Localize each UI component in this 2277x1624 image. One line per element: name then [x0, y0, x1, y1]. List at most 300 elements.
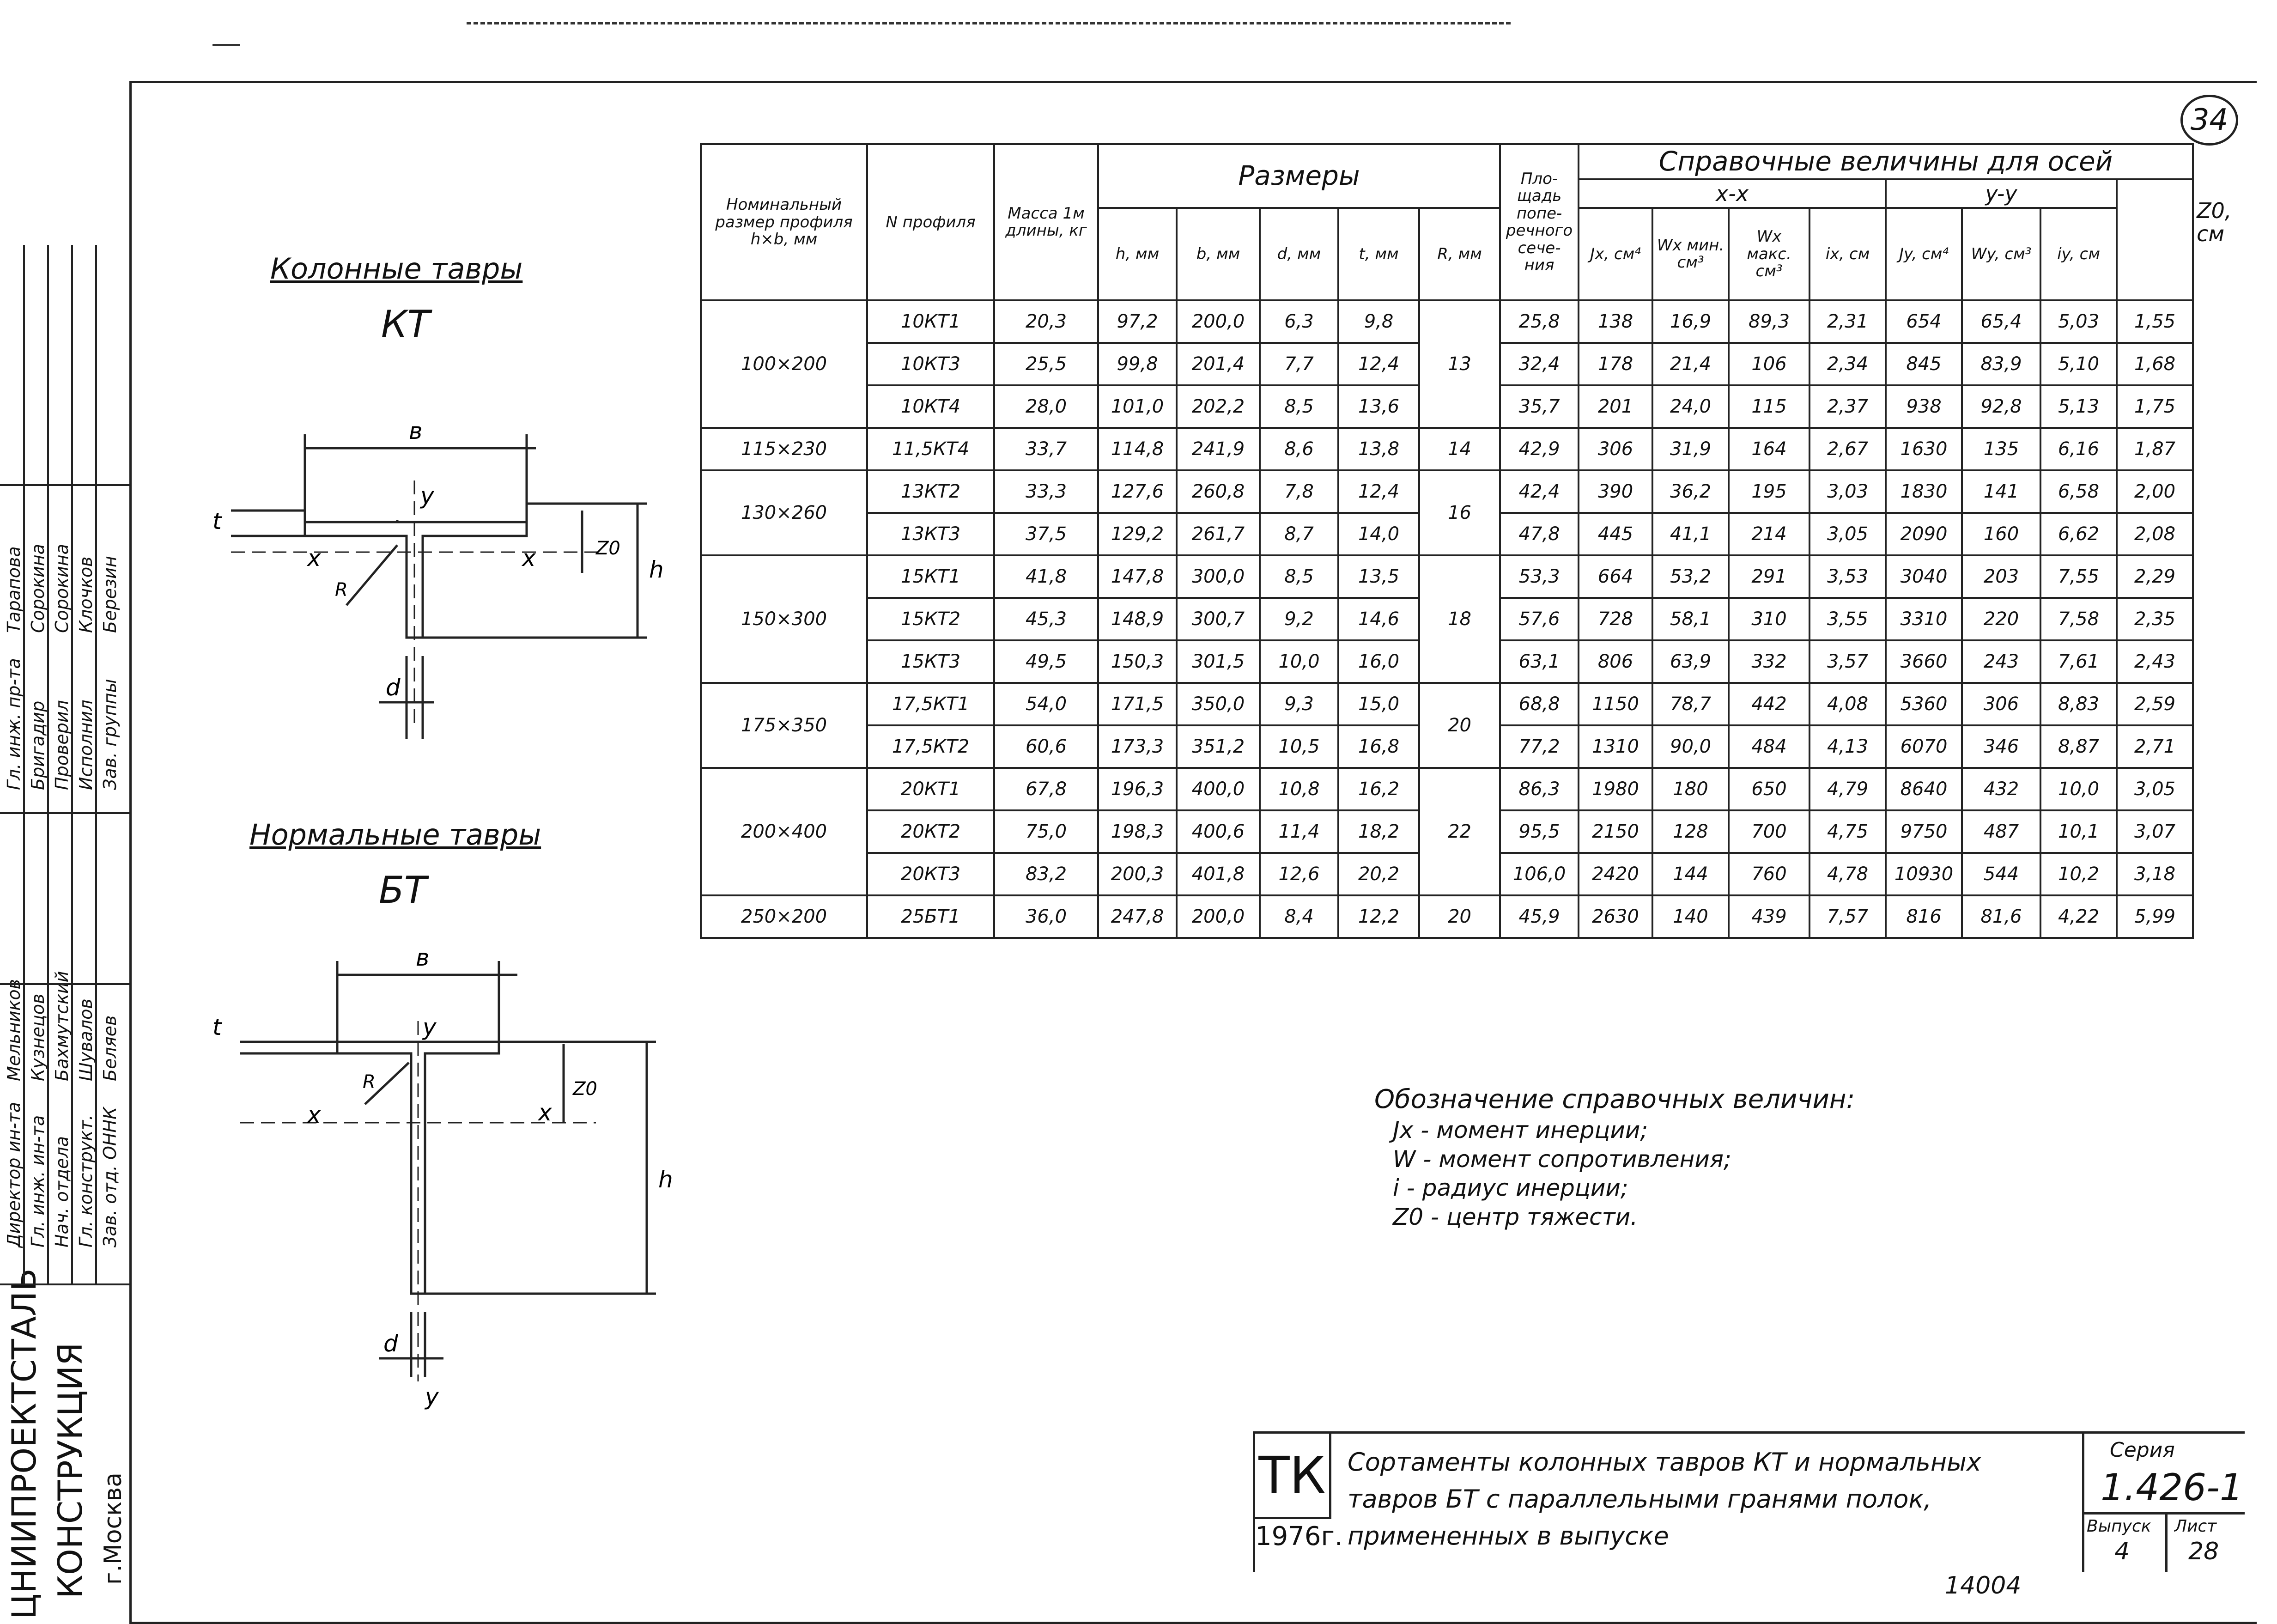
cell-nom: 115×230 [701, 428, 867, 470]
header-dimensions: Размеры [1098, 144, 1500, 208]
cell-d: 9,2 [1260, 598, 1338, 640]
header-jy: Jy, см⁴ [1886, 208, 1962, 300]
cell-jx: 2420 [1579, 853, 1652, 895]
cell-h: 196,3 [1098, 768, 1177, 810]
cell-jx: 201 [1579, 385, 1652, 428]
cell-z0: 2,00 [2117, 470, 2193, 513]
cell-wxmin: 78,7 [1652, 683, 1729, 725]
cell-d: 8,5 [1260, 385, 1338, 428]
header-axis-y: y-y [1886, 179, 2117, 208]
cell-z0: 1,68 [2117, 343, 2193, 385]
cell-iy: 8,83 [2040, 683, 2117, 725]
cell-no: 15КТ1 [867, 555, 994, 598]
cell-jx: 178 [1579, 343, 1652, 385]
staff-role-7: Проверил [52, 700, 72, 790]
cell-a: 95,5 [1500, 810, 1579, 853]
cell-b: 300,7 [1177, 598, 1260, 640]
stamp-issue-box [2084, 1512, 2245, 1515]
cell-a: 68,8 [1500, 683, 1579, 725]
cell-ix: 2,67 [1809, 428, 1886, 470]
org-name-1: ЦНИИПРОЕКТСТАЛЬ [5, 1268, 43, 1619]
cell-iy: 5,13 [2040, 385, 2117, 428]
cell-d: 8,5 [1260, 555, 1338, 598]
cell-wxmax: 291 [1729, 555, 1809, 598]
cell-iy: 7,58 [2040, 598, 2117, 640]
staff-name-0: Мельников [4, 979, 24, 1081]
cell-h: 173,3 [1098, 725, 1177, 768]
cell-wy: 92,8 [1962, 385, 2040, 428]
cell-b: 401,8 [1177, 853, 1260, 895]
cell-wxmax: 164 [1729, 428, 1809, 470]
cell-b: 300,0 [1177, 555, 1260, 598]
cell-d: 7,8 [1260, 470, 1338, 513]
kt-label-r: R [335, 579, 348, 601]
bt-label-b: в [416, 944, 430, 971]
cell-z0: 3,05 [2117, 768, 2193, 810]
cell-jx: 806 [1579, 640, 1652, 683]
cell-z0: 3,07 [2117, 810, 2193, 853]
cell-a: 42,9 [1500, 428, 1579, 470]
header-h: h, мм [1098, 208, 1177, 300]
stamp-divider [2165, 1512, 2168, 1572]
staff-role-8: Исполнил [76, 699, 96, 790]
cell-a: 57,6 [1500, 598, 1579, 640]
cell-h: 97,2 [1098, 300, 1177, 343]
stamp-issue-label: Выпуск [2087, 1517, 2151, 1536]
legend [1374, 1083, 1855, 1231]
cell-wxmin: 58,1 [1652, 598, 1729, 640]
cell-no: 15КТ3 [867, 640, 994, 683]
cell-mass: 67,8 [994, 768, 1098, 810]
cell-wxmax: 115 [1729, 385, 1809, 428]
cell-ix: 3,55 [1809, 598, 1886, 640]
cell-d: 10,5 [1260, 725, 1338, 768]
cell-b: 200,0 [1177, 300, 1260, 343]
sheet-number: 34 [2180, 95, 2238, 146]
cell-h: 129,2 [1098, 513, 1177, 555]
cell-b: 202,2 [1177, 385, 1260, 428]
cell-a: 77,2 [1500, 725, 1579, 768]
header-area: Пло- щадь попе- речного сече- ния [1500, 144, 1579, 300]
cell-a: 45,9 [1500, 895, 1579, 938]
stamp-series: 1.426-1 [2101, 1466, 2243, 1509]
cell-wy: 160 [1962, 513, 2040, 555]
bt-label-x2: x [538, 1099, 552, 1126]
org-name-2: КОНСТРУКЦИЯ [51, 1342, 90, 1599]
cell-mass: 25,5 [994, 343, 1098, 385]
cell-no: 13КТ3 [867, 513, 994, 555]
header-mass: Масса 1м длины, кг [994, 144, 1098, 300]
staff-name-6: Сорокина [28, 544, 48, 633]
cell-z0: 1,87 [2117, 428, 2193, 470]
cell-wy: 203 [1962, 555, 2040, 598]
top-mark [213, 44, 240, 46]
cell-mass: 49,5 [994, 640, 1098, 683]
stamp-series-label: Серия [2110, 1438, 2175, 1462]
bt-title: Нормальные тавры [249, 818, 541, 852]
cell-a: 86,3 [1500, 768, 1579, 810]
cell-d: 10,8 [1260, 768, 1338, 810]
cell-mass: 54,0 [994, 683, 1098, 725]
cell-t: 14,6 [1338, 598, 1419, 640]
cell-no: 20КТ2 [867, 810, 994, 853]
strip-grid [0, 245, 129, 1622]
cell-no: 25БТ1 [867, 895, 994, 938]
cell-r: 13 [1419, 300, 1500, 428]
cell-h: 114,8 [1098, 428, 1177, 470]
cell-mass: 41,8 [994, 555, 1098, 598]
header-profile-no: N профиля [867, 144, 994, 300]
cell-b: 261,7 [1177, 513, 1260, 555]
staff-name-5: Тарапова [4, 546, 24, 633]
kt-label-d: d [386, 674, 401, 701]
kt-label-z0: Z0 [596, 538, 620, 559]
cell-z0: 2,29 [2117, 555, 2193, 598]
cell-jx: 2150 [1579, 810, 1652, 853]
cell-wy: 346 [1962, 725, 2040, 768]
cell-nom: 200×400 [701, 768, 867, 895]
staff-name-9: Березин [100, 556, 120, 633]
cell-jy: 5360 [1886, 683, 1962, 725]
cell-jy: 816 [1886, 895, 1962, 938]
kt-label-t: t [213, 508, 222, 535]
bt-label-d: d [383, 1330, 398, 1357]
cell-no: 10КТ1 [867, 300, 994, 343]
cell-jy: 2090 [1886, 513, 1962, 555]
cell-iy: 6,16 [2040, 428, 2117, 470]
cell-iy: 10,2 [2040, 853, 2117, 895]
cell-wxmin: 63,9 [1652, 640, 1729, 683]
cell-wxmin: 128 [1652, 810, 1729, 853]
cell-mass: 33,3 [994, 470, 1098, 513]
cell-mass: 20,3 [994, 300, 1098, 343]
cell-jy: 3040 [1886, 555, 1962, 598]
cell-wy: 306 [1962, 683, 2040, 725]
cell-jx: 445 [1579, 513, 1652, 555]
cell-wy: 141 [1962, 470, 2040, 513]
cell-a: 47,8 [1500, 513, 1579, 555]
cell-d: 8,6 [1260, 428, 1338, 470]
kt-mark: КТ [381, 303, 430, 346]
cell-iy: 6,62 [2040, 513, 2117, 555]
cell-b: 351,2 [1177, 725, 1260, 768]
cell-jy: 3310 [1886, 598, 1962, 640]
cell-wxmin: 36,2 [1652, 470, 1729, 513]
cell-b: 200,0 [1177, 895, 1260, 938]
staff-name-3: Шувалов [76, 998, 96, 1081]
cell-wxmax: 106 [1729, 343, 1809, 385]
cell-b: 241,9 [1177, 428, 1260, 470]
bt-label-h: h [658, 1166, 673, 1193]
cell-ix: 4,75 [1809, 810, 1886, 853]
legend-line-1: Jx - момент инерции; [1393, 1117, 1648, 1143]
cell-ix: 2,34 [1809, 343, 1886, 385]
cell-wxmax: 484 [1729, 725, 1809, 768]
cell-jx: 2630 [1579, 895, 1652, 938]
cell-r: 20 [1419, 683, 1500, 768]
cell-iy: 5,03 [2040, 300, 2117, 343]
cell-wy: 65,4 [1962, 300, 2040, 343]
stamp-text-3: примененных в выпуске [1348, 1521, 1669, 1551]
bottom-code: 14004 [1945, 1572, 2022, 1600]
cell-t: 9,8 [1338, 300, 1419, 343]
cell-ix: 4,08 [1809, 683, 1886, 725]
bt-label-t: t [213, 1014, 222, 1040]
cell-mass: 45,3 [994, 598, 1098, 640]
cell-mass: 28,0 [994, 385, 1098, 428]
cell-nom: 250×200 [701, 895, 867, 938]
staff-role-1: Гл. инж. ин-та [28, 1115, 48, 1247]
kt-label-x: x [307, 545, 321, 572]
cell-wy: 487 [1962, 810, 2040, 853]
profile-table: Номинальный размер профиля h×b, мм N профиля Масса 1м длины, кг Размеры Пло- щадь попе- речного сече- ния Справочные величины для осей Z0, см x-x y-y h, мм b, мм d, мм t, мм R, мм Jx, см⁴ Wx мин. см³ Wx макс. см³ ix, см Jy, см⁴ Wy, см³ iy, см 100×200 10КТ1 20,3 97,2 200,0 6,3 9,8 13 25,8 138 16,9 89,3 2,31 654 65,4 5,03 1,55 10КТ3 25,5 99,8 201,4 7,7 12,4 32,4 178 21,4 106 2,34 845 83,9 5,10 1,68 10КТ4 28,0 101,0 202,2 8,5 13,6 35,7 201 24,0 115 2,37 938 92,8 5,13 1,75 115×230 11,5КТ4 33,7 114,8 241,9 8,6 13,8 14 42,9 306 31,9 164 2,67 1630 135 6,16 1,87 130×260 13КТ2 33,3 127,6 260,8 7,8 12,4 16 42,4 390 36,2 195 3,03 1830 141 6,58 2,00 13КТ3 37,5 129,2 261,7 8,7 14,0 47,8 445 41,1 214 3,05 2090 160 6,62 2,08 150×300 15КТ1 41,8 147,8 300,0 8,5 13,5 18 53,3 664 53,2 291 3,53 3040 203 7,55 2,29 15КТ2 45,3 148,9 300,7 9,2 14,6 57,6 728 58,1 310 3,55 3310 220 7,58 2,35 15КТ3 49,5 150,3 301,5 10,0 16,0 63,1 806 63,9 332 3,57 3660 243 7,61 2,43 175×350 17,5КТ1 54,0 171,5 350,0 9,3 15,0 20 68,8 1150 78,7 442 4,08 5360 306 8,83 2,59 17,5КТ2 60,6 173,3 351,2 10,5 16,8 77,2 1310 90,0 484 4,13 6070 346 8,87 2,71 200×400 20КТ1 67,8 196,3 400,0 10,8 16,2 22 86,3 1980 180 650 4,79 8640 432 10,0 3,05 20КТ2 75,0 198,3 400,6 11,4 18,2 95,5 2150 128 700 4,75 9750 487 10,1 3,07 20КТ3 83,2 200,3 401,8 12,6 20,2 106,0 2420 144 760 4,78 10930 544 10,2 3,18 250×200 25БТ1 36,0 247,8 200,0 8,4 12,2 20 45,9 2630 140 439 7,57 816 81,6 4,22 5,99 [700, 143, 2194, 939]
kt-section-drawing [203, 407, 711, 776]
bt-label-y: y [423, 1014, 437, 1040]
cell-z0: 1,75 [2117, 385, 2193, 428]
cell-iy: 10,1 [2040, 810, 2117, 853]
staff-name-4: Беляев [100, 1015, 120, 1081]
cell-wxmin: 21,4 [1652, 343, 1729, 385]
stamp-text-2: тавров БТ с параллельными гранями полок, [1348, 1484, 1932, 1514]
cell-nom: 100×200 [701, 300, 867, 428]
cell-mass: 33,7 [994, 428, 1098, 470]
cell-no: 20КТ3 [867, 853, 994, 895]
staff-role-2: Нач. отдела [52, 1136, 72, 1247]
header-ref-values: Справочные величины для осей [1579, 144, 2193, 179]
header-r: R, мм [1419, 208, 1500, 300]
table-row [701, 470, 2193, 513]
cell-h: 171,5 [1098, 683, 1177, 725]
cell-ix: 3,05 [1809, 513, 1886, 555]
table-row [701, 895, 2193, 938]
cell-d: 6,3 [1260, 300, 1338, 343]
kt-label-b: в [409, 418, 423, 444]
cell-t: 20,2 [1338, 853, 1419, 895]
cell-wxmin: 144 [1652, 853, 1729, 895]
cell-t: 12,4 [1338, 343, 1419, 385]
cell-wxmin: 41,1 [1652, 513, 1729, 555]
cell-no: 10КТ4 [867, 385, 994, 428]
bt-label-z0: Z0 [573, 1078, 597, 1100]
header-nominal: Номинальный размер профиля h×b, мм [701, 144, 867, 300]
cell-a: 42,4 [1500, 470, 1579, 513]
legend-title: Обозначение справочных величин: [1374, 1084, 1855, 1114]
cell-wxmax: 700 [1729, 810, 1809, 853]
staff-role-5: Гл. инж. пр-та [4, 658, 24, 790]
stamp-year: 1976г. [1255, 1521, 1343, 1551]
cell-a: 53,3 [1500, 555, 1579, 598]
cell-wxmax: 310 [1729, 598, 1809, 640]
cell-nom: 150×300 [701, 555, 867, 683]
cell-r: 20 [1419, 895, 1500, 938]
cell-d: 12,6 [1260, 853, 1338, 895]
cell-iy: 8,87 [2040, 725, 2117, 768]
bt-label-x: x [307, 1101, 321, 1128]
cell-wy: 83,9 [1962, 343, 2040, 385]
cell-h: 148,9 [1098, 598, 1177, 640]
cell-no: 13КТ2 [867, 470, 994, 513]
cell-h: 200,3 [1098, 853, 1177, 895]
cell-wy: 544 [1962, 853, 2040, 895]
cell-mass: 36,0 [994, 895, 1098, 938]
cell-no: 11,5КТ4 [867, 428, 994, 470]
cell-b: 350,0 [1177, 683, 1260, 725]
cell-t: 13,8 [1338, 428, 1419, 470]
table-row [701, 555, 2193, 598]
cell-wxmax: 439 [1729, 895, 1809, 938]
cell-t: 16,8 [1338, 725, 1419, 768]
cell-wxmin: 90,0 [1652, 725, 1729, 768]
legend-line-4: Z0 - центр тяжести. [1393, 1203, 1638, 1230]
cell-r: 16 [1419, 470, 1500, 555]
cell-no: 10КТ3 [867, 343, 994, 385]
cell-ix: 4,78 [1809, 853, 1886, 895]
cell-wy: 220 [1962, 598, 2040, 640]
cell-b: 400,6 [1177, 810, 1260, 853]
cell-z0: 5,99 [2117, 895, 2193, 938]
cell-r: 14 [1419, 428, 1500, 470]
cell-wxmin: 24,0 [1652, 385, 1729, 428]
cell-ix: 4,13 [1809, 725, 1886, 768]
table-row [701, 428, 2193, 470]
cell-b: 260,8 [1177, 470, 1260, 513]
cell-ix: 3,53 [1809, 555, 1886, 598]
table-row [701, 300, 2193, 343]
cell-jx: 390 [1579, 470, 1652, 513]
header-d: d, мм [1260, 208, 1338, 300]
cell-jy: 845 [1886, 343, 1962, 385]
cell-wxmin: 180 [1652, 768, 1729, 810]
cell-wxmin: 140 [1652, 895, 1729, 938]
cell-b: 201,4 [1177, 343, 1260, 385]
cell-no: 20КТ1 [867, 768, 994, 810]
cell-wxmax: 442 [1729, 683, 1809, 725]
staff-role-3: Гл. конструкт. [76, 1114, 96, 1247]
cell-no: 17,5КТ1 [867, 683, 994, 725]
cell-r: 18 [1419, 555, 1500, 683]
cell-wxmax: 760 [1729, 853, 1809, 895]
cell-jx: 1310 [1579, 725, 1652, 768]
header-axis-x: x-x [1579, 179, 1886, 208]
cell-t: 12,4 [1338, 470, 1419, 513]
cell-z0: 2,35 [2117, 598, 2193, 640]
cell-jy: 3660 [1886, 640, 1962, 683]
cell-mass: 75,0 [994, 810, 1098, 853]
cell-z0: 2,43 [2117, 640, 2193, 683]
cell-iy: 6,58 [2040, 470, 2117, 513]
cell-iy: 7,55 [2040, 555, 2117, 598]
stamp-sheet-label: Лист [2174, 1517, 2217, 1536]
cell-no: 17,5КТ2 [867, 725, 994, 768]
cell-d: 8,4 [1260, 895, 1338, 938]
cell-t: 16,2 [1338, 768, 1419, 810]
cell-jx: 1980 [1579, 768, 1652, 810]
header-b: b, мм [1177, 208, 1260, 300]
header-ix: ix, см [1809, 208, 1886, 300]
table-row [701, 683, 2193, 725]
header-t: t, мм [1338, 208, 1419, 300]
cell-iy: 4,22 [2040, 895, 2117, 938]
cell-ix: 3,57 [1809, 640, 1886, 683]
cell-jy: 6070 [1886, 725, 1962, 768]
cell-wxmax: 89,3 [1729, 300, 1809, 343]
cell-nom: 130×260 [701, 470, 867, 555]
cell-wxmax: 214 [1729, 513, 1809, 555]
cell-jx: 306 [1579, 428, 1652, 470]
cell-jx: 664 [1579, 555, 1652, 598]
cell-t: 18,2 [1338, 810, 1419, 853]
org-city: г.Москва [99, 1472, 127, 1585]
kt-label-y: y [420, 482, 434, 509]
cell-h: 150,3 [1098, 640, 1177, 683]
cell-ix: 2,31 [1809, 300, 1886, 343]
cell-t: 13,6 [1338, 385, 1419, 428]
cell-t: 15,0 [1338, 683, 1419, 725]
cell-nom: 175×350 [701, 683, 867, 768]
cell-wxmax: 332 [1729, 640, 1809, 683]
cell-jx: 1150 [1579, 683, 1652, 725]
cell-z0: 2,71 [2117, 725, 2193, 768]
cell-jx: 138 [1579, 300, 1652, 343]
cell-jy: 1630 [1886, 428, 1962, 470]
cell-h: 198,3 [1098, 810, 1177, 853]
table-row [701, 768, 2193, 810]
cell-z0: 3,18 [2117, 853, 2193, 895]
cell-t: 12,2 [1338, 895, 1419, 938]
cell-a: 106,0 [1500, 853, 1579, 895]
cell-d: 10,0 [1260, 640, 1338, 683]
cell-ix: 3,03 [1809, 470, 1886, 513]
header-jx: Jx, см⁴ [1579, 208, 1652, 300]
cell-wxmin: 53,2 [1652, 555, 1729, 598]
stamp-sheet: 28 [2188, 1538, 2219, 1565]
title-strip [0, 245, 129, 1622]
stamp-code: ТК [1255, 1434, 1331, 1519]
cell-wxmin: 31,9 [1652, 428, 1729, 470]
cell-wy: 81,6 [1962, 895, 2040, 938]
bt-section-drawing [203, 929, 711, 1437]
cell-wxmax: 650 [1729, 768, 1809, 810]
legend-line-2: W - момент сопротивления; [1393, 1145, 1731, 1173]
cell-mass: 60,6 [994, 725, 1098, 768]
cell-t: 16,0 [1338, 640, 1419, 683]
header-wx-max: Wx макс. см³ [1729, 208, 1809, 300]
stamp-text-1: Сортаменты колонных тавров КТ и нормальных [1348, 1448, 1981, 1477]
cell-jx: 728 [1579, 598, 1652, 640]
cell-h: 127,6 [1098, 470, 1177, 513]
cell-mass: 83,2 [994, 853, 1098, 895]
cell-jy: 938 [1886, 385, 1962, 428]
cell-t: 13,5 [1338, 555, 1419, 598]
cell-h: 101,0 [1098, 385, 1177, 428]
cell-iy: 7,61 [2040, 640, 2117, 683]
cell-iy: 5,10 [2040, 343, 2117, 385]
cell-a: 32,4 [1500, 343, 1579, 385]
cell-h: 147,8 [1098, 555, 1177, 598]
cell-wy: 432 [1962, 768, 2040, 810]
cell-jy: 9750 [1886, 810, 1962, 853]
staff-role-9: Зав. группы [100, 679, 120, 790]
top-edge-line [467, 22, 1511, 24]
cell-z0: 2,59 [2117, 683, 2193, 725]
staff-name-1: Кузнецов [28, 993, 48, 1081]
bt-label-y2: y [425, 1383, 439, 1410]
cell-iy: 10,0 [2040, 768, 2117, 810]
header-wy: Wy, см³ [1962, 208, 2040, 300]
cell-jy: 10930 [1886, 853, 1962, 895]
cell-a: 63,1 [1500, 640, 1579, 683]
cell-ix: 4,79 [1809, 768, 1886, 810]
